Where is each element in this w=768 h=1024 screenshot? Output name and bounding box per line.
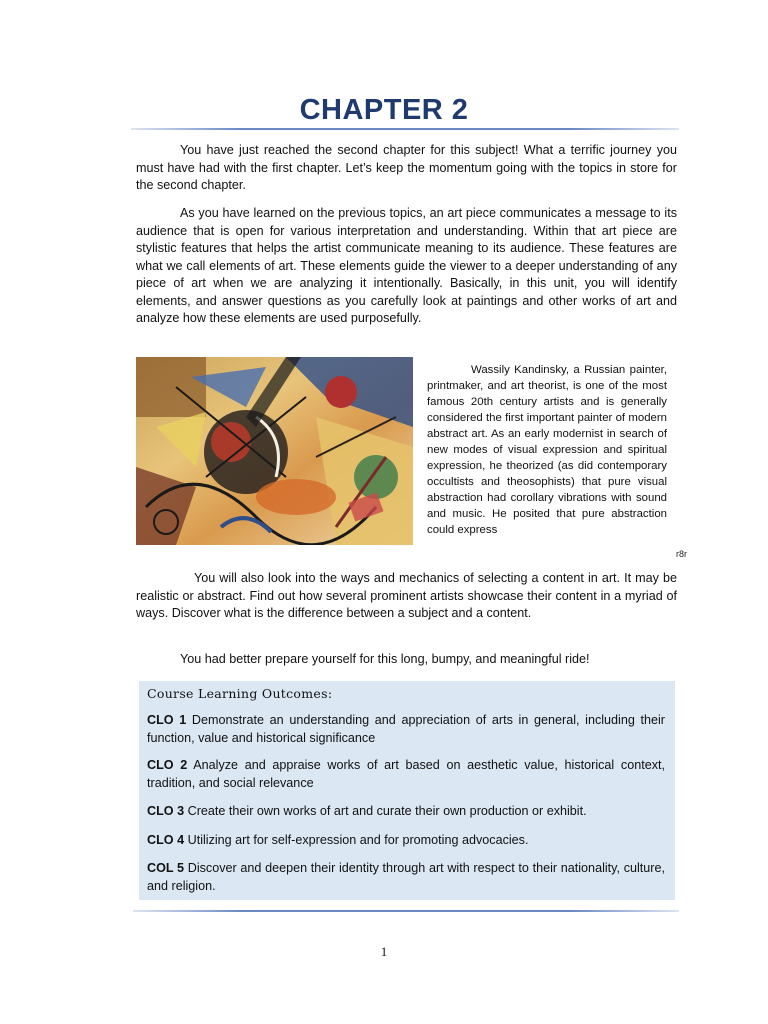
body-paragraph-1: You will also look into the ways and mechanics of selecting a content in art. It may be realistic or abstract. Find out how several prominent artists showcase their content in a myriad of ways. Discover what is the difference between a subject and a content.	[136, 571, 677, 620]
outcome-code: CLO 4	[147, 833, 185, 847]
intro-paragraph-1: You have just reached the second chapter for this subject! What a terrific journey you must have had with the first chapter. Let’s keep the momentum going with the topics in store for the second chapter.	[136, 143, 677, 192]
outcome-text: Utilizing art for self-expression and for promoting advocacies.	[187, 833, 529, 847]
kandinsky-painting-image	[136, 357, 413, 545]
chapter-title: CHAPTER 2	[299, 94, 469, 126]
outcome-text: Discover and deepen their identity through art with respect to their nationality, culture, and religion.	[147, 861, 666, 893]
outcome-code: CLO 1	[147, 713, 187, 727]
outcomes-heading: Course Learning Outcomes:	[147, 686, 333, 701]
outcome-code: CLO 2	[147, 758, 188, 772]
painting-caption: Wassily Kandinsky, a Russian painter, printmaker, and art theorist, is one of the most famous 20th century artists and is generally considered the first important painter of modern abstract art. As an early modernist in search of new modes of visual expression and spiritual expression, he theorized (as did contemporary occultists and theosophists) that pure visual abstraction had corollary vibrations with sound and music. He posited that pure abstraction could express	[427, 364, 667, 536]
title-divider	[131, 128, 679, 130]
body-paragraph-2: You had better prepare yourself for this long, bumpy, and meaningful ride!	[180, 652, 590, 666]
stray-text: r8r	[676, 549, 687, 559]
outcome-item	[147, 757, 665, 792]
course-learning-outcomes-box	[139, 681, 675, 900]
intro-paragraph-2: As you have learned on the previous topics, an art piece communicates a message to its audience that is open for various interpretation and understanding. Within that art piece are stylistic features that helps the artist communicate meaning to its audience. These features are what we call elements of art. These elements guide the viewer to a deeper understanding of any piece of art when we are analyzing it intentionally. Basically, in this unit, you will identify elements, and answer questions as you carefully look at paintings and other works of art and analyze how these elements are used purposefully.	[136, 206, 677, 325]
page-number: 1	[380, 944, 388, 959]
outcome-code: COL 5	[147, 861, 185, 875]
outcome-code: CLO 3	[147, 804, 185, 818]
bottom-divider	[133, 910, 679, 912]
outcome-item	[147, 860, 665, 895]
outcome-item	[147, 712, 665, 747]
outcome-item	[147, 832, 665, 850]
outcome-item	[147, 803, 665, 821]
outcome-text: Create their own works of art and curate their own production or exhibit.	[187, 804, 587, 818]
outcome-text: Demonstrate an understanding and appreciation of arts in general, including their function, value and historical significance	[147, 713, 666, 745]
outcome-text: Analyze and appraise works of art based on aesthetic value, historical context, tradition, and social relevance	[147, 758, 665, 790]
